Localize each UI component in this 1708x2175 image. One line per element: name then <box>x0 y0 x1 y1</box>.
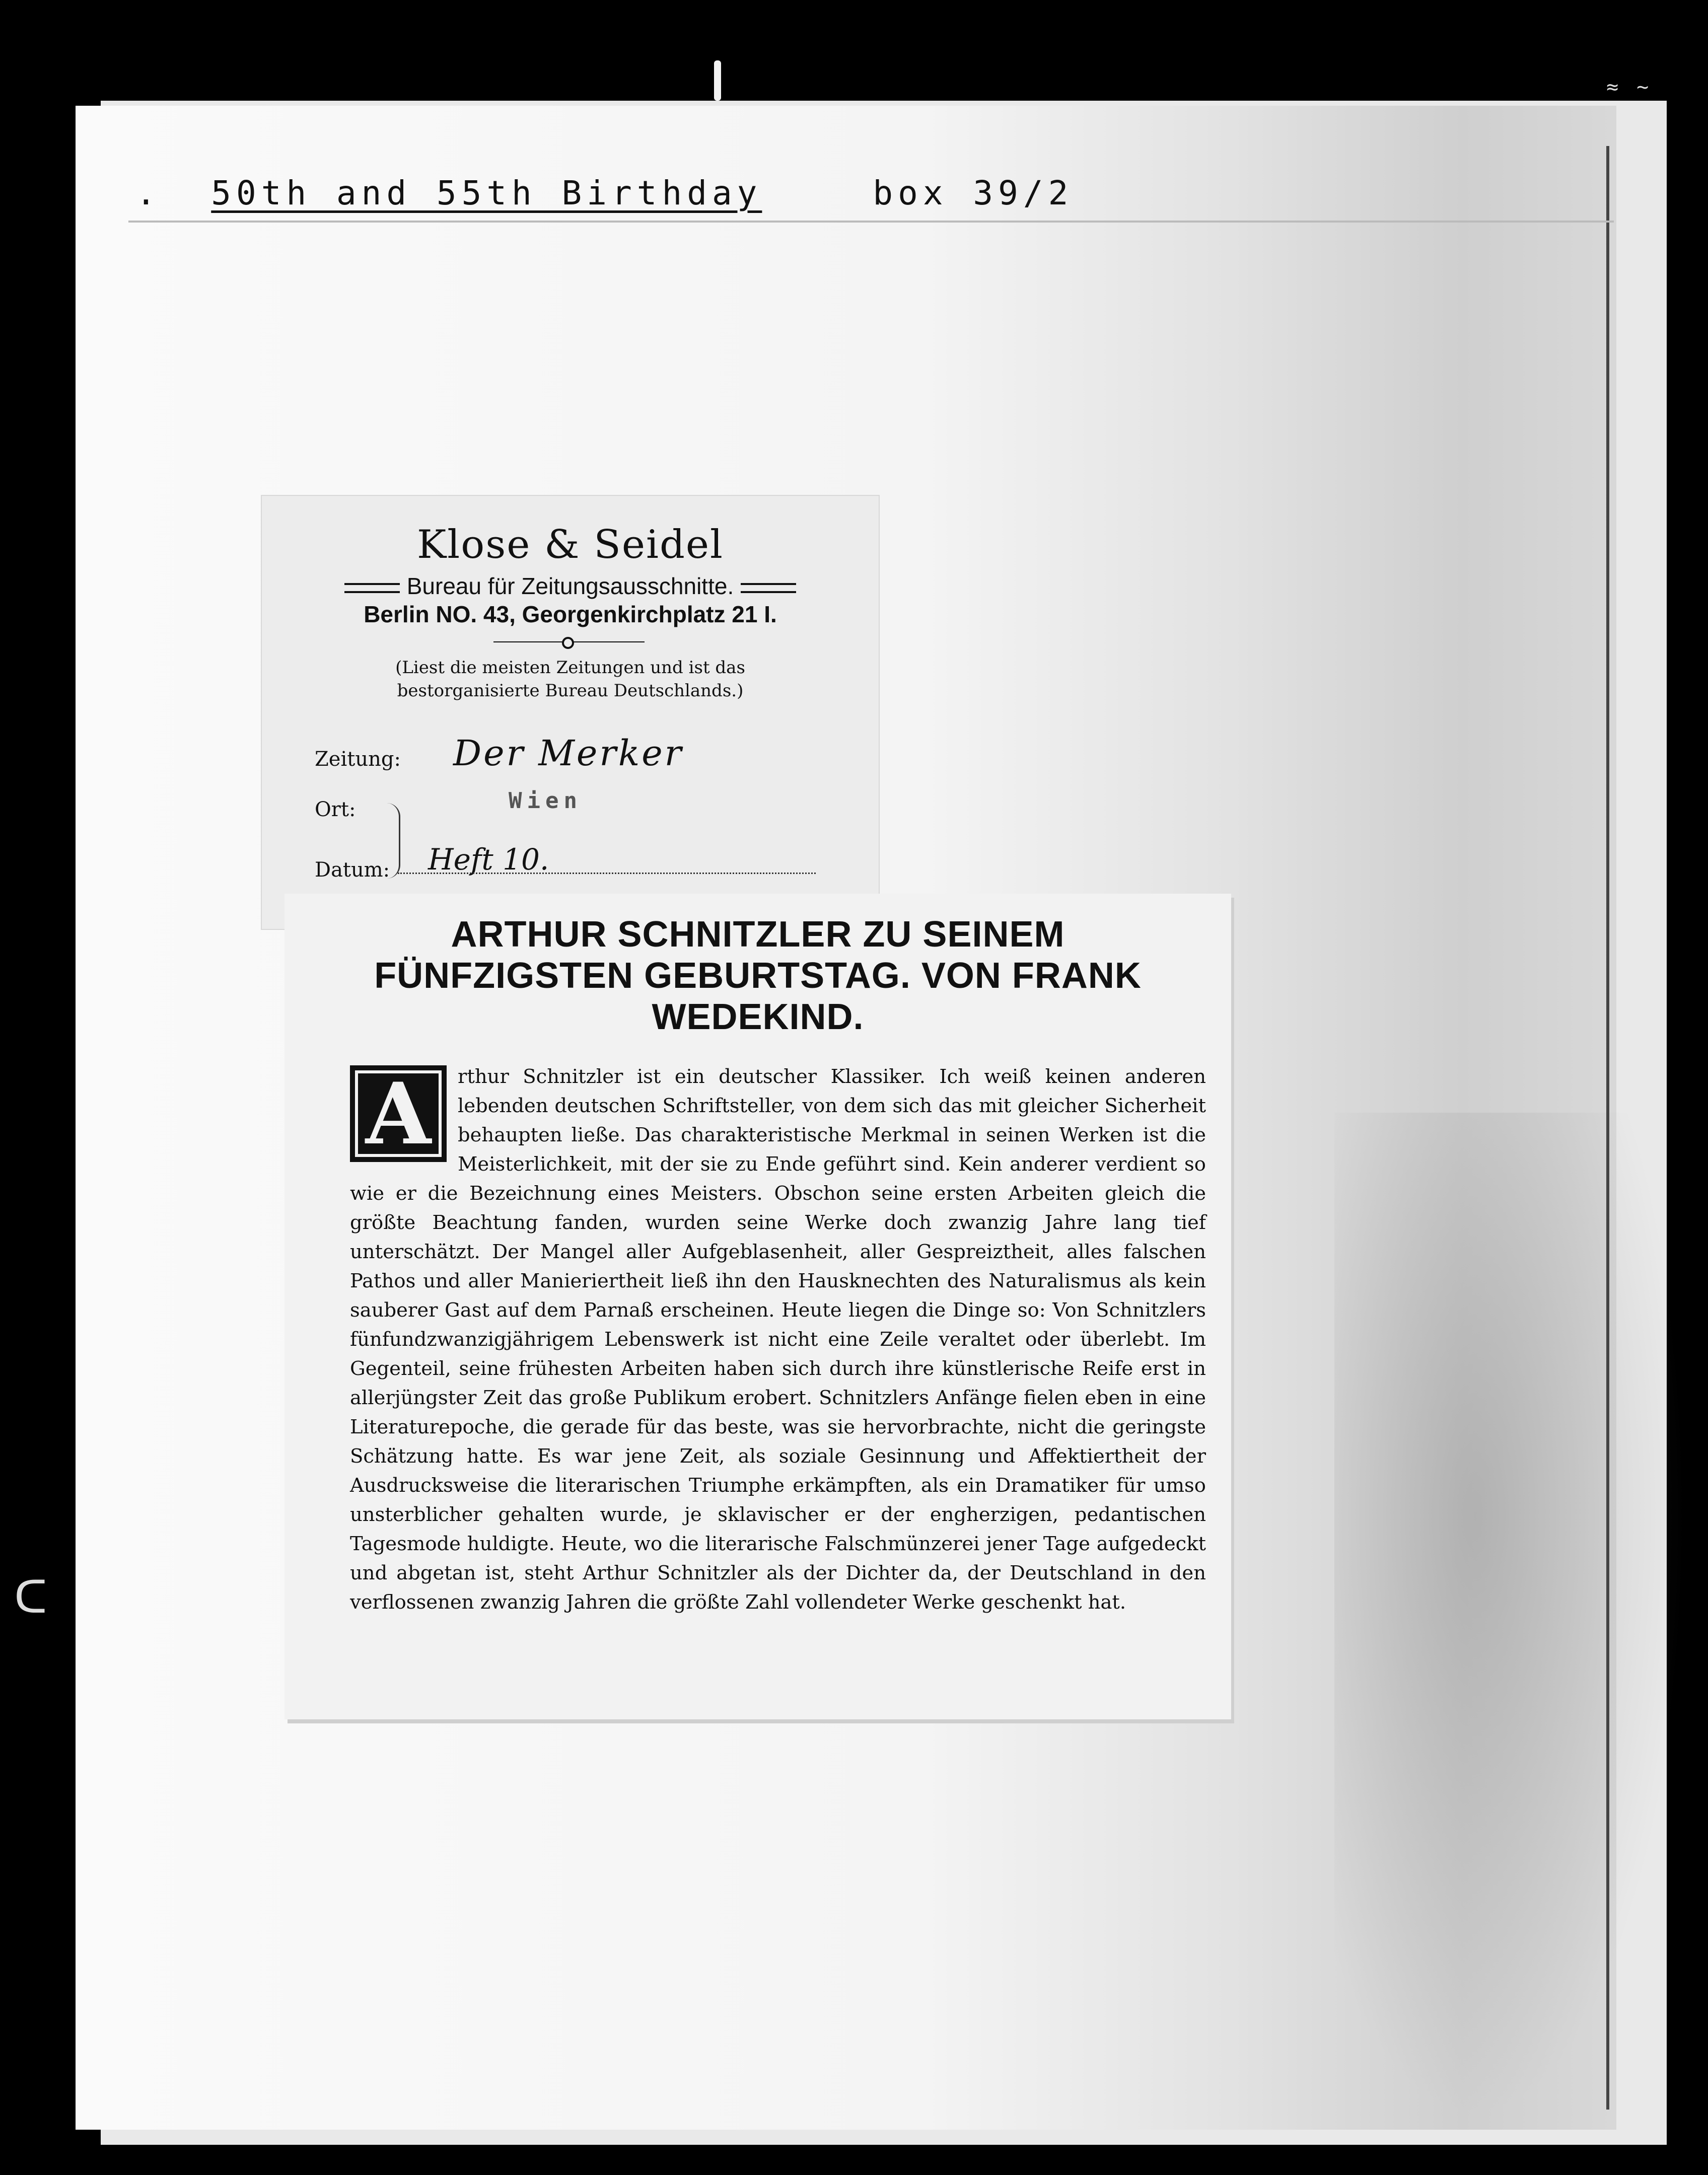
archive-header <box>136 174 1073 212</box>
zeitung-label: Zeitung: <box>315 748 401 771</box>
label-note-line-1: (Liest die meisten Zeitungen und ist das <box>395 658 745 678</box>
headline-line-2: FÜNFZIGSTEN GEBURTSTAG. VON FRANK <box>374 956 1142 996</box>
film-scratch-mark <box>714 60 721 101</box>
double-rule-right <box>741 583 796 593</box>
datum-handwritten-value: Heft 10. <box>428 842 549 877</box>
newspaper-clipping <box>284 894 1231 1719</box>
ort-label: Ort: <box>315 798 356 821</box>
header-rule <box>128 221 1614 223</box>
sheet-edge <box>1606 146 1609 2110</box>
ornament-circle-icon <box>562 637 574 649</box>
film-edge-mark: ≈ ~ <box>1606 76 1652 99</box>
label-ornament <box>493 637 645 647</box>
datum-dotted-line <box>398 873 816 874</box>
headline-line-3: WEDEKIND. <box>652 997 864 1037</box>
double-rule-left <box>344 583 400 593</box>
film-edge-glyph: ᑕ <box>14 1571 47 1624</box>
label-bureau-line <box>262 572 879 600</box>
clipping-bureau-label <box>262 496 879 929</box>
label-note-line-2: bestorganisierte Bureau Deutschlands.) <box>397 681 744 701</box>
label-bureau-text: Bureau für Zeitungsausschnitte. <box>406 573 734 599</box>
article-text: rthur Schnitzler ist ein deutscher Klassiker. Ich weiß keinen anderen lebenden deutschen Schriftsteller, von dem sich das mit gleicher Sicherheit behaupten ließe. Das charakteristische Merkmal in seinen Werken ist die Meisterlichkeit, mit der sie zu Ende geführt sind. Kein anderer verdient so wie er die Bezeichnung eines Meisters. Obschon seine ersten Arbeiten gleich die größte Beachtung fanden, wurden seine Werke doch zwanzig Jahre lang tief unterschätzt. Der Mangel aller Aufgeblasenheit, aller Gespreiztheit, alles falschen Pathos und aller Manieriertheit ließ ihn den Hausknechten des Naturalismus als kein sauberer Gast auf dem Parnaß erscheinen. Heute liegen die Dinge so: Von Schnitzlers fünfundzwanzigjährigem Lebenswerk ist nicht eine Zeile veraltet oder überlebt. Im Gegenteil, seine frühesten Arbeiten haben sich durch ihre künstlerische Reife erst in allerjüngster Zeit das große Publikum erobert. Schnitzlers Anfänge fielen eben in eine Literaturepoche, die gerade für das beste, was sie hervorbrachte, nicht die geringste Schätzung hatte. Es war jene Zeit, als soziale Gesinnung und Affektiertheit der Ausdrucksweise die literarischen Triumphe erkämpften, als ein Dramatiker für umso unsterblicher gehalten wurde, je sklavischer er der engherzigen, pedantischen Tagesmode huldigte. Heute, wo die literarische Falschmünzerei jener Tage aufgedeckt und abgetan ist, steht Arthur Schnitzler als der Dichter da, der Deutschland in den verflossenen zwanzig Jahren die größte Zahl vollendeter Werke geschenkt hat. <box>350 1065 1206 1614</box>
label-note <box>262 656 879 702</box>
headline-line-1: ARTHUR SCHNITZLER ZU SEINEM <box>451 914 1065 955</box>
sheet-shadow <box>1334 1113 1687 2120</box>
header-title: 50th and 55th Birthday <box>211 174 762 212</box>
drop-cap-initial: A <box>350 1065 447 1162</box>
header-prefix: . <box>136 174 161 212</box>
header-box-number: box 39/2 <box>873 174 1074 212</box>
article-body <box>350 1062 1206 1617</box>
ort-stamp-value: Wien <box>509 788 582 814</box>
article-headline <box>284 914 1231 1038</box>
zeitung-handwritten-value: Der Merker <box>453 733 684 774</box>
label-address: Berlin NO. 43, Georgenkirchplatz 21 I. <box>364 601 777 627</box>
label-company-name: Klose & Seidel <box>417 522 724 567</box>
datum-label: Datum: <box>315 858 390 882</box>
